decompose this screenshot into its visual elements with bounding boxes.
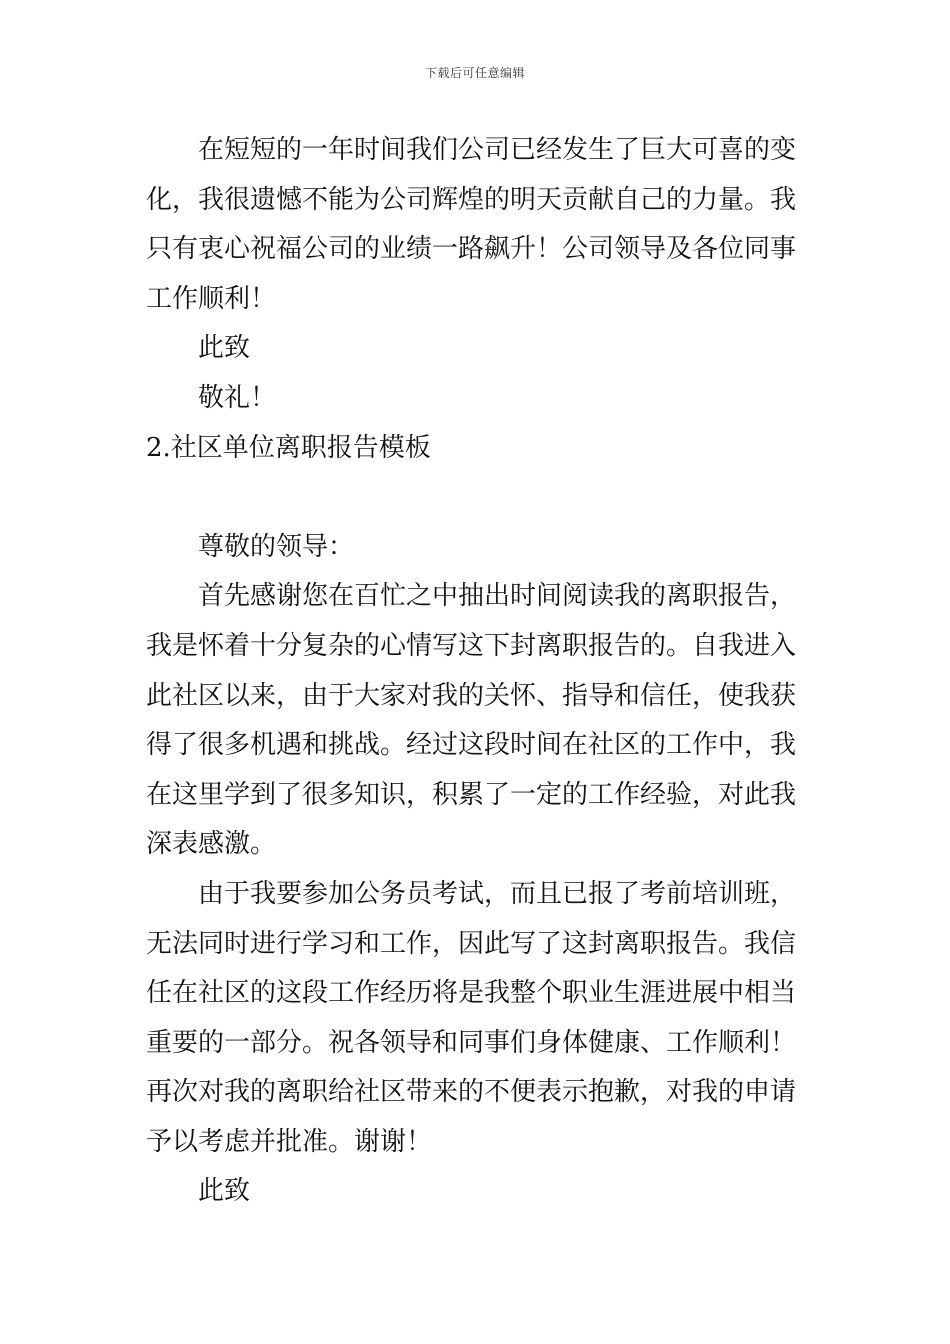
document-body [146,126,810,1217]
paragraph-line: 在短短的一年时间我们公司已经发生了巨大可喜的变 [198,135,797,165]
paragraph-line: 我是怀着十分复杂的心情写这下封离职报告的。自我进入 [146,630,797,661]
closing-line: 此致 [198,1176,251,1207]
closing-salute: 敬礼！ [198,382,277,413]
paragraph-line: 无法同时进行学习和工作，因此写了这封离职报告。我信 [146,928,797,959]
paragraph-line: 此社区以来，由于大家对我的关怀、指导和信任，使我获 [146,680,797,711]
paragraph-line: 再次对我的离职给社区带来的不便表示抱歉，对我的申请 [146,1077,797,1108]
paragraph-line: 予以考虑并批准。谢谢！ [146,1126,433,1157]
paragraph-line: 在这里学到了很多知识，积累了一定的工作经验，对此我 [146,779,797,810]
salutation: 尊敬的领导： [198,531,355,562]
paragraph-line: 首先感谢您在百忙之中抽出时间阅读我的离职报告， [198,581,797,612]
paragraph-line: 任在社区的这段工作经历将是我整个职业生涯进展中相当 [146,978,797,1009]
section-heading: 2.社区单位离职报告模板 [146,432,431,463]
paragraph-line: 工作顺利！ [146,283,277,314]
closing-line: 此致 [198,333,251,364]
paragraph-line: 化，我很遗憾不能为公司辉煌的明天贡献自己的力量。我 [146,184,797,215]
paragraph-line: 重要的一部分。祝各领导和同事们身体健康、工作顺利！ [146,1027,797,1058]
paragraph-line: 得了很多机遇和挑战。经过这段时间在社区的工作中，我 [146,730,797,761]
blank-line [146,473,810,523]
paragraph-line: 深表感激。 [146,829,277,860]
paragraph-line: 由于我要参加公务员考试，而且已报了考前培训班， [198,878,797,909]
paragraph-line: 只有衷心祝福公司的业绩一路飙升！公司领导及各位同事 [146,234,797,265]
page-header-note: 下载后可任意编辑 [424,66,525,80]
